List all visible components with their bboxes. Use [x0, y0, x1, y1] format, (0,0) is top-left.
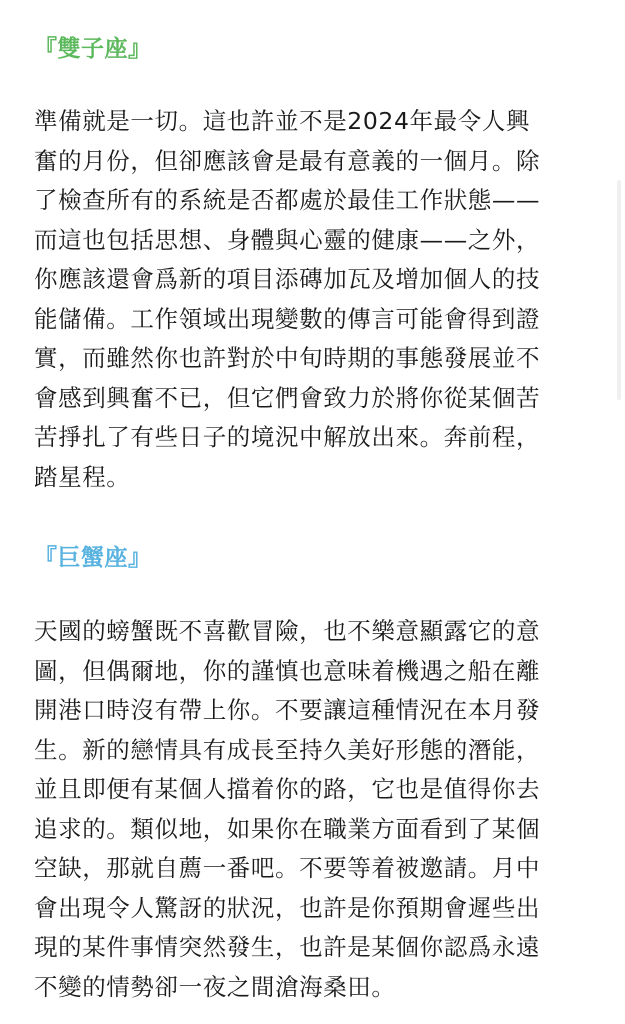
cancer-line: 會出現令人驚訝的狀況，也許是你預期會遲些出 — [34, 893, 541, 922]
cancer-line: 並且即便有某個人擋着你的路，它也是值得你去 — [34, 775, 541, 803]
gemini-line: 苦掙扎了有些日子的境況中解放出來。奔前程， — [34, 423, 541, 451]
scrollbar[interactable] — [617, 180, 621, 400]
gemini-line: 而這也包括思想、身體與心靈的健康——之外， — [34, 225, 541, 254]
cancer-line: 空缺，那就自薦一番吧。不要等着被邀請。月中 — [34, 854, 541, 882]
gemini-line: 會感到興奮不已，但它們會致力於將你從某個苦 — [34, 383, 541, 412]
cancer-line: 不變的情勢卻一夜之間滄海桑田。 — [34, 972, 396, 1001]
gemini-line: 了檢查所有的系統是否都處於最佳工作狀態—— — [34, 186, 541, 214]
gemini-line: 奮的月份，但卻應該會是最有意義的一個月。除 — [34, 146, 541, 175]
cancer-line: 天國的螃蟹既不喜歡冒險，也不樂意顯露它的意 — [34, 617, 541, 645]
cancer-line: 追求的。類似地，如果你在職業方面看到了某個 — [34, 814, 541, 843]
cancer-line: 圖，但偶爾地，你的謹慎也意味着機遇之船在離 — [34, 656, 541, 685]
gemini-line: 能儲備。工作領域出現變數的傳言可能會得到證 — [34, 304, 541, 333]
gemini-heading: 『雙子座』 — [34, 36, 152, 62]
cancer-line: 開港口時沒有帶上你。不要讓這種情況在本月發 — [34, 696, 541, 724]
cancer-paragraph — [34, 612, 594, 1007]
gemini-line: 你應該還會爲新的項目添磚加瓦及增加個人的技 — [34, 265, 541, 293]
gemini-line: 踏星程。 — [34, 462, 131, 491]
gemini-line: 準備就是一切。這也許並不是2024年最令人興 — [34, 107, 531, 135]
gemini-line: 實，而雖然你也許對於中旬時期的事態發展並不 — [34, 344, 541, 372]
cancer-line: 生。新的戀情具有成長至持久美好形態的潛能， — [34, 735, 541, 764]
cancer-heading: 『巨蟹座』 — [34, 545, 152, 571]
cancer-line: 現的某件事情突然發生，也許是某個你認爲永遠 — [34, 933, 541, 961]
gemini-paragraph — [34, 102, 594, 497]
